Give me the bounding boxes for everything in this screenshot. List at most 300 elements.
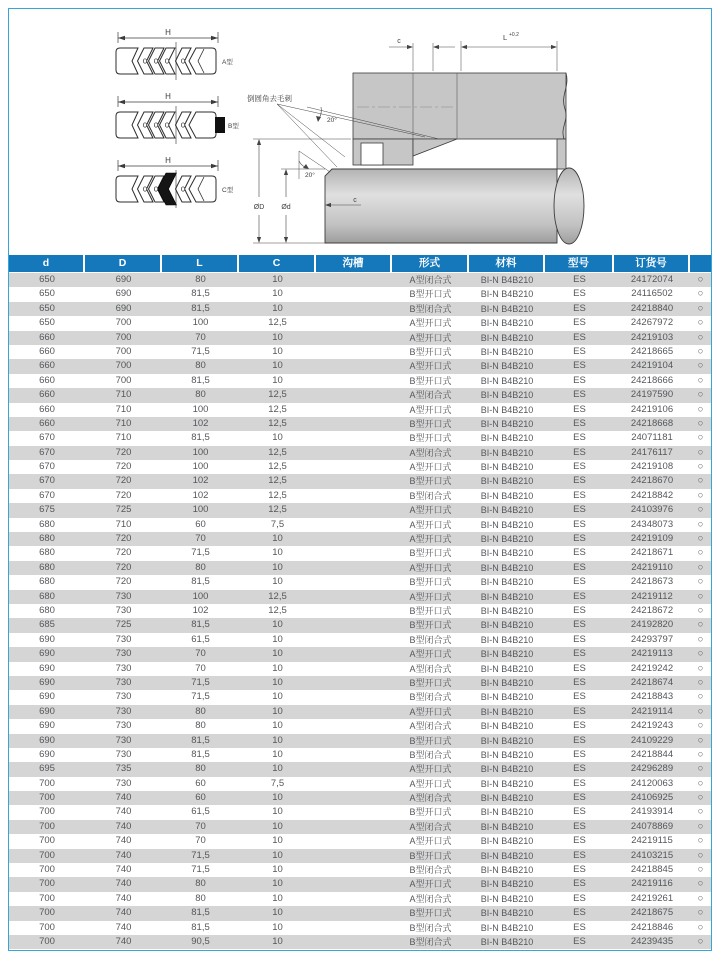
seal-type-b-label: B型 bbox=[228, 123, 239, 130]
cell-form: A型闭合式 bbox=[409, 275, 452, 285]
cell-d: 660 bbox=[39, 360, 55, 372]
header-cell-D: D bbox=[85, 255, 162, 272]
cell-form: B型开口式 bbox=[409, 807, 452, 818]
cell-d: 700 bbox=[39, 806, 55, 818]
cell-L: 90,5 bbox=[191, 935, 210, 947]
cell-C: 10 bbox=[272, 274, 283, 285]
cell-d: 690 bbox=[39, 720, 55, 732]
table-row bbox=[9, 561, 711, 575]
cell-material: BI-N B4B210 bbox=[480, 418, 534, 429]
cell-material: BI-N B4B210 bbox=[480, 605, 534, 616]
cell-form: B型闭合式 bbox=[409, 922, 452, 933]
cell-form: B型闭合式 bbox=[409, 865, 452, 876]
cell-model: ES bbox=[573, 806, 586, 818]
cell-form: B型开口式 bbox=[409, 577, 452, 588]
cell-availability: ○ bbox=[697, 288, 704, 300]
cell-d: 680 bbox=[39, 518, 55, 530]
header-cell-material: 材料 bbox=[469, 255, 545, 272]
cell-d: 700 bbox=[39, 935, 55, 947]
cell-C: 10 bbox=[272, 691, 283, 703]
cell-groove bbox=[316, 935, 392, 949]
seal-type-c-label: C型 bbox=[222, 187, 234, 194]
cell-model: ES bbox=[573, 835, 586, 847]
cell-model: ES bbox=[573, 374, 586, 386]
cell-material: BI-N B4B210 bbox=[480, 404, 534, 415]
cell-d: 660 bbox=[39, 374, 55, 386]
cell-availability: ○ bbox=[697, 864, 704, 876]
cell-d: 700 bbox=[39, 892, 55, 904]
cell-material: BI-N B4B210 bbox=[480, 490, 534, 501]
cell-form: A型开口式 bbox=[409, 534, 452, 545]
cell-model: ES bbox=[573, 561, 586, 573]
cell-groove bbox=[316, 777, 392, 791]
cell-C: 12,5 bbox=[268, 504, 287, 516]
cell-material: BI-N B4B210 bbox=[480, 735, 534, 746]
table-row bbox=[9, 460, 711, 474]
cell-groove bbox=[316, 748, 392, 762]
cell-model: ES bbox=[573, 274, 586, 285]
cell-model: ES bbox=[573, 691, 586, 703]
cell-C: 12,5 bbox=[268, 317, 287, 329]
cell-groove bbox=[316, 316, 392, 330]
cell-availability: ○ bbox=[697, 777, 704, 789]
cell-availability: ○ bbox=[697, 590, 704, 602]
cell-C: 10 bbox=[272, 935, 283, 947]
cell-form: B型开口式 bbox=[409, 418, 452, 429]
cell-L: 80 bbox=[195, 360, 206, 372]
dim-od-label: ØD bbox=[253, 204, 265, 211]
cell-model: ES bbox=[573, 576, 586, 588]
table-row bbox=[9, 777, 711, 791]
cell-order_no: 24219116 bbox=[631, 878, 673, 890]
cell-order_no: 24193914 bbox=[630, 806, 674, 818]
cell-availability: ○ bbox=[697, 878, 704, 890]
cell-D: 710 bbox=[115, 403, 132, 415]
header-cell-availability bbox=[690, 255, 711, 272]
cell-groove bbox=[316, 618, 392, 632]
seal-set-a bbox=[116, 28, 233, 80]
product-table bbox=[9, 255, 711, 949]
cell-groove bbox=[316, 403, 392, 417]
cell-D: 740 bbox=[115, 849, 132, 861]
cell-L: 71,5 bbox=[191, 691, 210, 703]
table-row bbox=[9, 633, 711, 647]
table-row bbox=[9, 690, 711, 704]
cell-model: ES bbox=[573, 547, 586, 559]
cell-d: 700 bbox=[39, 849, 55, 861]
cell-availability: ○ bbox=[697, 835, 704, 847]
cell-material: BI-N B4B210 bbox=[480, 289, 534, 300]
cell-availability: ○ bbox=[697, 763, 704, 775]
cell-D: 720 bbox=[115, 533, 132, 545]
cell-model: ES bbox=[573, 820, 586, 832]
cell-L: 81,5 bbox=[191, 576, 210, 588]
cell-C: 10 bbox=[272, 302, 283, 314]
cell-C: 10 bbox=[272, 734, 283, 746]
cell-D: 700 bbox=[115, 374, 132, 386]
cell-C: 10 bbox=[272, 561, 283, 573]
cell-order_no: 24176117 bbox=[631, 446, 673, 458]
cell-material: BI-N B4B210 bbox=[480, 634, 534, 645]
cell-L: 102 bbox=[192, 489, 209, 501]
cell-D: 700 bbox=[115, 360, 132, 372]
cell-form: B型闭合式 bbox=[409, 490, 452, 501]
cell-order_no: 24197590 bbox=[630, 389, 674, 401]
table-row bbox=[9, 575, 711, 589]
cell-d: 690 bbox=[39, 691, 55, 703]
cell-availability: ○ bbox=[697, 374, 704, 386]
cell-d: 650 bbox=[39, 317, 55, 329]
cell-d: 690 bbox=[39, 633, 55, 645]
cell-C: 10 bbox=[272, 619, 283, 631]
cell-D: 720 bbox=[115, 446, 132, 458]
cell-d: 680 bbox=[39, 533, 55, 545]
cell-D: 740 bbox=[115, 806, 132, 818]
cell-order_no: 24218668 bbox=[630, 417, 674, 429]
cell-model: ES bbox=[573, 792, 586, 804]
cell-order_no: 24219103 bbox=[630, 331, 674, 343]
cell-d: 700 bbox=[39, 864, 55, 876]
cell-order_no: 24116502 bbox=[631, 288, 673, 300]
dim-c-shaft-label: c bbox=[353, 197, 357, 204]
cell-L: 60 bbox=[195, 792, 206, 804]
cell-groove bbox=[316, 273, 392, 287]
table-row bbox=[9, 359, 711, 373]
cell-material: BI-N B4B210 bbox=[480, 548, 534, 559]
cell-d: 660 bbox=[39, 417, 55, 429]
cell-material: BI-N B4B210 bbox=[480, 836, 534, 847]
cell-groove bbox=[316, 906, 392, 920]
cell-d: 675 bbox=[39, 504, 55, 516]
header-cell-L: L bbox=[162, 255, 239, 272]
cell-groove bbox=[316, 762, 392, 776]
cell-material: BI-N B4B210 bbox=[480, 922, 534, 933]
cell-availability: ○ bbox=[697, 907, 704, 919]
cell-form: B型开口式 bbox=[409, 548, 452, 559]
cell-d: 680 bbox=[39, 561, 55, 573]
table-row bbox=[9, 345, 711, 359]
cell-form: A型开口式 bbox=[409, 361, 452, 372]
cell-model: ES bbox=[573, 489, 586, 501]
cell-form: A型开口式 bbox=[409, 591, 452, 602]
cell-order_no: 24218840 bbox=[630, 302, 674, 314]
cell-L: 100 bbox=[192, 317, 209, 329]
cell-d: 650 bbox=[39, 302, 55, 314]
cell-form: A型闭合式 bbox=[409, 447, 452, 458]
cell-groove bbox=[316, 546, 392, 560]
cell-D: 720 bbox=[115, 576, 132, 588]
table-row bbox=[9, 618, 711, 632]
cell-availability: ○ bbox=[697, 417, 704, 429]
cell-form: B型开口式 bbox=[409, 605, 452, 616]
table-row bbox=[9, 446, 711, 460]
header-cell-C: C bbox=[239, 255, 316, 272]
cell-order_no: 24296289 bbox=[630, 763, 674, 775]
cell-order_no: 24218671 bbox=[630, 547, 674, 559]
table-row bbox=[9, 474, 711, 488]
cell-availability: ○ bbox=[697, 676, 704, 688]
cell-L: 81,5 bbox=[191, 432, 210, 444]
cell-C: 10 bbox=[272, 806, 283, 818]
cell-L: 60 bbox=[195, 777, 206, 789]
table-row bbox=[9, 374, 711, 388]
table-row bbox=[9, 503, 711, 517]
cell-model: ES bbox=[573, 403, 586, 415]
cell-material: BI-N B4B210 bbox=[480, 706, 534, 717]
table-row bbox=[9, 546, 711, 560]
cell-L: 80 bbox=[195, 892, 206, 904]
technical-drawing bbox=[9, 9, 711, 255]
cell-C: 10 bbox=[272, 345, 283, 357]
cell-model: ES bbox=[573, 907, 586, 919]
table-row bbox=[9, 863, 711, 877]
cell-d: 680 bbox=[39, 604, 55, 616]
cell-groove bbox=[316, 647, 392, 661]
cell-material: BI-N B4B210 bbox=[480, 620, 534, 631]
cell-availability: ○ bbox=[697, 403, 704, 415]
cell-order_no: 24219115 bbox=[631, 835, 673, 847]
table-row bbox=[9, 791, 711, 805]
cell-material: BI-N B4B210 bbox=[480, 505, 534, 516]
cell-L: 70 bbox=[195, 662, 206, 674]
cell-material: BI-N B4B210 bbox=[480, 346, 534, 357]
cell-groove bbox=[316, 388, 392, 402]
cell-order_no: 24218672 bbox=[630, 604, 674, 616]
cell-D: 740 bbox=[115, 907, 132, 919]
cell-groove bbox=[316, 302, 392, 316]
cell-form: B型开口式 bbox=[409, 346, 452, 357]
cell-model: ES bbox=[573, 777, 586, 789]
cell-groove bbox=[316, 834, 392, 848]
cell-groove bbox=[316, 489, 392, 503]
cell-material: BI-N B4B210 bbox=[480, 865, 534, 876]
cell-availability: ○ bbox=[697, 345, 704, 357]
page-frame bbox=[8, 8, 712, 951]
cell-material: BI-N B4B210 bbox=[480, 893, 534, 904]
cell-d: 670 bbox=[39, 446, 55, 458]
cell-C: 10 bbox=[272, 533, 283, 545]
cell-order_no: 24219108 bbox=[630, 461, 674, 473]
cell-D: 730 bbox=[115, 705, 132, 717]
cell-D: 725 bbox=[115, 504, 132, 516]
cell-D: 740 bbox=[115, 820, 132, 832]
cell-form: A型闭合式 bbox=[409, 663, 452, 674]
cell-C: 10 bbox=[272, 835, 283, 847]
cell-groove bbox=[316, 331, 392, 345]
table-row bbox=[9, 805, 711, 819]
cell-form: A型闭合式 bbox=[409, 721, 452, 732]
cell-form: A型开口式 bbox=[409, 562, 452, 573]
cell-groove bbox=[316, 877, 392, 891]
cell-order_no: 24219114 bbox=[631, 705, 673, 717]
cell-C: 12,5 bbox=[268, 590, 287, 602]
cell-L: 70 bbox=[195, 835, 206, 847]
cell-order_no: 24218844 bbox=[630, 748, 674, 760]
cell-form: A型开口式 bbox=[409, 505, 452, 516]
cell-L: 80 bbox=[195, 705, 206, 717]
cell-availability: ○ bbox=[697, 619, 704, 631]
cell-order_no: 24218842 bbox=[630, 489, 674, 501]
cell-order_no: 24172074 bbox=[630, 274, 674, 285]
cell-L: 80 bbox=[195, 763, 206, 775]
cell-model: ES bbox=[573, 849, 586, 861]
cell-form: B型开口式 bbox=[409, 620, 452, 631]
cell-material: BI-N B4B210 bbox=[480, 462, 534, 473]
cell-order_no: 24103976 bbox=[630, 504, 674, 516]
dim-h-label: H bbox=[165, 28, 171, 37]
cell-availability: ○ bbox=[697, 475, 704, 487]
table-row bbox=[9, 647, 711, 661]
cell-material: BI-N B4B210 bbox=[480, 476, 534, 487]
cell-availability: ○ bbox=[697, 518, 704, 530]
cell-model: ES bbox=[573, 504, 586, 516]
cell-C: 10 bbox=[272, 720, 283, 732]
cell-model: ES bbox=[573, 417, 586, 429]
cell-groove bbox=[316, 345, 392, 359]
table-header bbox=[9, 255, 711, 272]
cell-C: 12,5 bbox=[268, 417, 287, 429]
cell-order_no: 24218666 bbox=[630, 374, 674, 386]
cell-C: 7,5 bbox=[270, 518, 285, 530]
cell-form: A型开口式 bbox=[409, 836, 452, 847]
header-cell-groove: 沟槽 bbox=[316, 255, 392, 272]
cell-d: 690 bbox=[39, 676, 55, 688]
cell-material: BI-N B4B210 bbox=[480, 778, 534, 789]
cell-order_no: 24218845 bbox=[630, 864, 674, 876]
table-row bbox=[9, 316, 711, 330]
cell-L: 100 bbox=[192, 446, 209, 458]
cell-D: 700 bbox=[115, 317, 132, 329]
cell-C: 10 bbox=[272, 288, 283, 300]
cell-C: 10 bbox=[272, 820, 283, 832]
cell-material: BI-N B4B210 bbox=[480, 577, 534, 588]
cell-order_no: 24218665 bbox=[630, 345, 674, 357]
cell-D: 720 bbox=[115, 489, 132, 501]
cell-D: 720 bbox=[115, 461, 132, 473]
cell-material: BI-N B4B210 bbox=[480, 749, 534, 760]
cell-order_no: 24218674 bbox=[630, 676, 674, 688]
cell-C: 10 bbox=[272, 662, 283, 674]
cell-D: 740 bbox=[115, 921, 132, 933]
cell-L: 71,5 bbox=[191, 345, 210, 357]
cell-availability: ○ bbox=[697, 302, 704, 314]
cell-availability: ○ bbox=[697, 461, 704, 473]
table-row bbox=[9, 834, 711, 848]
cell-L: 81,5 bbox=[191, 302, 210, 314]
table-row bbox=[9, 892, 711, 906]
cell-order_no: 24219242 bbox=[630, 662, 674, 674]
table-row bbox=[9, 935, 711, 949]
cell-groove bbox=[316, 460, 392, 474]
cell-L: 102 bbox=[192, 417, 209, 429]
cell-model: ES bbox=[573, 748, 586, 760]
cell-L: 61,5 bbox=[191, 806, 210, 818]
cell-D: 730 bbox=[115, 590, 132, 602]
cell-groove bbox=[316, 805, 392, 819]
cell-availability: ○ bbox=[697, 705, 704, 717]
cell-model: ES bbox=[573, 331, 586, 343]
cell-model: ES bbox=[573, 432, 586, 444]
cell-order_no: 24106925 bbox=[630, 792, 674, 804]
cell-form: B型闭合式 bbox=[409, 936, 452, 947]
cell-model: ES bbox=[573, 590, 586, 602]
cell-order_no: 24218843 bbox=[630, 691, 674, 703]
cell-d: 700 bbox=[39, 907, 55, 919]
cell-form: B型开口式 bbox=[409, 677, 452, 688]
cell-model: ES bbox=[573, 935, 586, 947]
cell-order_no: 24293797 bbox=[630, 633, 674, 645]
cell-material: BI-N B4B210 bbox=[480, 663, 534, 674]
cell-material: BI-N B4B210 bbox=[480, 375, 534, 386]
cell-form: A型开口式 bbox=[409, 764, 452, 775]
cell-availability: ○ bbox=[697, 748, 704, 760]
cell-d: 700 bbox=[39, 878, 55, 890]
cell-form: A型开口式 bbox=[409, 649, 452, 660]
cell-d: 670 bbox=[39, 475, 55, 487]
cell-model: ES bbox=[573, 475, 586, 487]
cell-D: 725 bbox=[115, 619, 132, 631]
cell-model: ES bbox=[573, 533, 586, 545]
cell-d: 680 bbox=[39, 547, 55, 559]
cell-form: B型闭合式 bbox=[409, 634, 452, 645]
cell-form: B型开口式 bbox=[409, 476, 452, 487]
cell-availability: ○ bbox=[697, 331, 704, 343]
cell-L: 70 bbox=[195, 533, 206, 545]
cell-availability: ○ bbox=[697, 720, 704, 732]
cell-groove bbox=[316, 791, 392, 805]
cell-D: 700 bbox=[115, 331, 132, 343]
cell-d: 690 bbox=[39, 648, 55, 660]
cell-form: B型闭合式 bbox=[409, 749, 452, 760]
cell-form: A型闭合式 bbox=[409, 793, 452, 804]
cell-form: A型闭合式 bbox=[409, 893, 452, 904]
cell-groove bbox=[316, 374, 392, 388]
cell-C: 12,5 bbox=[268, 475, 287, 487]
table-row bbox=[9, 921, 711, 935]
cell-availability: ○ bbox=[697, 561, 704, 573]
cell-form: A型开口式 bbox=[409, 318, 452, 329]
cell-groove bbox=[316, 892, 392, 906]
cell-material: BI-N B4B210 bbox=[480, 879, 534, 890]
cell-form: A型开口式 bbox=[409, 706, 452, 717]
cell-d: 650 bbox=[39, 274, 55, 285]
cell-order_no: 24078869 bbox=[630, 820, 674, 832]
cell-availability: ○ bbox=[697, 648, 704, 660]
cell-model: ES bbox=[573, 604, 586, 616]
cell-material: BI-N B4B210 bbox=[480, 534, 534, 545]
cell-material: BI-N B4B210 bbox=[480, 303, 534, 314]
cell-L: 71,5 bbox=[191, 864, 210, 876]
table-row bbox=[9, 403, 711, 417]
cell-form: B型开口式 bbox=[409, 289, 452, 300]
cell-model: ES bbox=[573, 648, 586, 660]
cell-D: 730 bbox=[115, 734, 132, 746]
cell-material: BI-N B4B210 bbox=[480, 562, 534, 573]
table-row bbox=[9, 820, 711, 834]
cell-C: 12,5 bbox=[268, 489, 287, 501]
cell-d: 660 bbox=[39, 331, 55, 343]
cell-material: BI-N B4B210 bbox=[480, 318, 534, 329]
table-row bbox=[9, 662, 711, 676]
cell-availability: ○ bbox=[697, 892, 704, 904]
cell-model: ES bbox=[573, 461, 586, 473]
cell-form: A型开口式 bbox=[409, 519, 452, 530]
cell-C: 10 bbox=[272, 633, 283, 645]
cell-model: ES bbox=[573, 864, 586, 876]
cell-groove bbox=[316, 561, 392, 575]
cell-availability: ○ bbox=[697, 432, 704, 444]
cell-order_no: 24120063 bbox=[630, 777, 674, 789]
